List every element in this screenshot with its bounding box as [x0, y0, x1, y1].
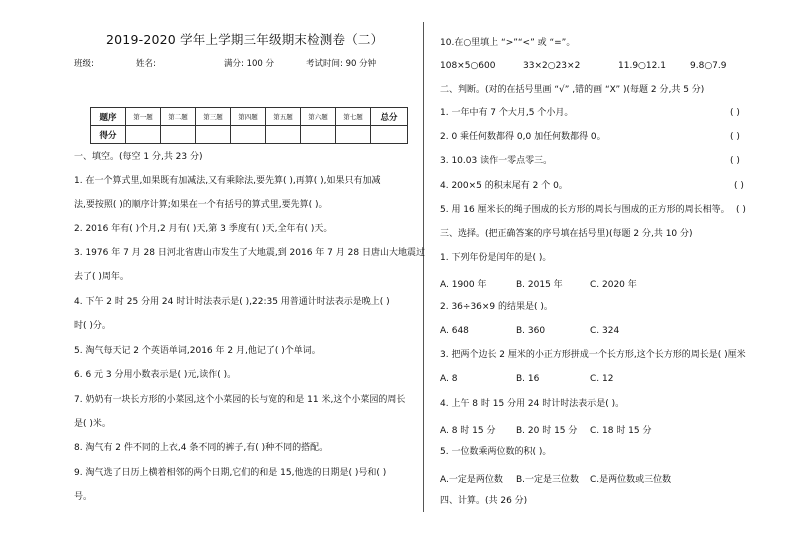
question-1-line-1: 1. 在一个算式里,如果既有加减法,又有乘除法,要先算( ),再算( ),如果只有加减 [74, 176, 381, 186]
section-judge-heading: 二、判断。(对的在括号里画 “√” ,错的画 “X” )(每题 2 分,共 5 分) [440, 85, 705, 95]
question-10: 10.在○里填上 “>”“<” 或 “=”。 [440, 38, 576, 48]
compare-item-b: 33×2○23×2 [523, 61, 581, 71]
compare-item-c: 11.9○12.1 [618, 61, 666, 71]
choice-5-option-b: B.一定是三位数 [516, 475, 580, 485]
choice-3-option-b: B. 16 [516, 374, 540, 384]
score-col-q5: 第五题 [266, 108, 301, 126]
question-5: 5. 淘气每天记 2 个英语单词,2016 年 2 月,他记了( )个单词。 [74, 346, 321, 356]
choice-3-option-a: A. 8 [440, 374, 458, 384]
question-3-line-2: 去了( )周年。 [74, 272, 129, 282]
exam-time: 考试时间: 90 分钟 [306, 59, 377, 69]
score-table-score-row [91, 126, 408, 144]
judge-3-answer[interactable]: ( ) [730, 156, 740, 166]
compare-item-a: 108×5○600 [440, 61, 496, 71]
choice-2-option-c: C. 324 [590, 326, 620, 336]
score-cell[interactable] [231, 126, 266, 144]
question-1-line-2: 法,要按照( )的顺序计算;如果在一个有括号的算式里,要先算( )。 [74, 200, 328, 210]
judge-4: 4. 200×5 的积末尾有 2 个 0。 [440, 181, 568, 191]
full-score: 满分: 100 分 [224, 59, 274, 69]
question-6: 6. 6 元 3 分用小数表示是( )元,读作( )。 [74, 370, 237, 380]
question-3-line-1: 3. 1976 年 7 月 28 日河北省唐山市发生了大地震,到 2016 年 7 月 28 日唐山大地震过 [74, 248, 425, 258]
choice-1-option-a: A. 1900 年 [440, 280, 487, 290]
choice-4-option-b: B. 20 时 15 分 [516, 426, 578, 436]
score-col-q3: 第三题 [196, 108, 231, 126]
judge-2: 2. 0 乘任何数都得 0,0 加任何数都得 0。 [440, 132, 606, 142]
score-col-q4: 第四题 [231, 108, 266, 126]
question-7-line-1: 7. 奶奶有一块长方形的小菜园,这个小菜园的长与宽的和是 11 米,这个小菜园的周长 [74, 395, 406, 405]
section-calc-heading: 四、计算。(共 26 分) [440, 496, 528, 506]
score-table [90, 107, 408, 144]
judge-2-answer[interactable]: ( ) [730, 132, 740, 142]
score-cell[interactable] [336, 126, 371, 144]
choice-1: 1. 下列年份是闰年的是( )。 [440, 253, 552, 263]
choice-5-option-c: C.是两位数或三位数 [590, 475, 672, 485]
choice-3-option-c: C. 12 [590, 374, 614, 384]
question-4-line-2: 时( )分。 [74, 321, 111, 331]
score-col-q1: 第一题 [126, 108, 161, 126]
score-table-header-row [91, 108, 408, 126]
question-8: 8. 淘气有 2 件不同的上衣,4 条不同的裤子,有( )种不同的搭配。 [74, 443, 329, 453]
choice-1-option-b: B. 2015 年 [516, 280, 563, 290]
choice-2-option-b: B. 360 [516, 326, 546, 336]
judge-5: 5. 用 16 厘米长的绳子围成的长方形的周长与围成的正方形的周长相等。 [440, 205, 730, 215]
score-row-header: 得分 [91, 126, 126, 144]
judge-1-answer[interactable]: ( ) [730, 108, 740, 118]
compare-item-d: 9.8○7.9 [690, 61, 727, 71]
choice-5-option-a: A.一定是两位数 [440, 475, 503, 485]
question-9-line-1: 9. 淘气选了日历上横着相邻的两个日期,它们的和是 15,他选的日期是( )号和( ) [74, 468, 387, 478]
choice-3: 3. 把两个边长 2 厘米的小正方形拼成一个长方形,这个长方形的周长是( )厘米 [440, 350, 746, 360]
score-cell[interactable] [266, 126, 301, 144]
choice-4-option-c: C. 18 时 15 分 [590, 426, 652, 436]
score-cell[interactable] [161, 126, 196, 144]
choice-4: 4. 上午 8 时 15 分用 24 时计时法表示是( )。 [440, 399, 625, 409]
score-col-q6: 第六题 [301, 108, 336, 126]
section-fill-blank-heading: 一、填空。(每空 1 分,共 23 分) [74, 152, 203, 162]
question-2: 2. 2016 年有( )个月,2 月有( )天,第 3 季度有( )天,全年有( )天。 [74, 224, 333, 234]
section-choice-heading: 三、选择。(把正确答案的序号填在括号里)(每题 2 分,共 10 分) [440, 229, 693, 239]
choice-2-option-a: A. 648 [440, 326, 469, 336]
judge-3: 3. 10.03 读作一零点零三。 [440, 156, 553, 166]
judge-1: 1. 一年中有 7 个大月,5 个小月。 [440, 108, 574, 118]
question-number-header: 题序 [91, 108, 126, 126]
question-4-line-1: 4. 下午 2 时 25 分用 24 时计时法表示是( ),22:35 用普通计时法表示是晚上( ) [74, 297, 390, 307]
page-title: 2019-2020 学年上学期三年级期末检测卷（二） [106, 32, 384, 47]
choice-4-option-a: A. 8 时 15 分 [440, 426, 496, 436]
score-col-q7: 第七题 [336, 108, 371, 126]
class-label: 班级: [74, 59, 94, 69]
column-divider [423, 22, 424, 512]
score-cell[interactable] [196, 126, 231, 144]
question-7-line-2: 是( )米。 [74, 419, 111, 429]
choice-1-option-c: C. 2020 年 [590, 280, 637, 290]
choice-2: 2. 36÷36×9 的结果是( )。 [440, 302, 553, 312]
name-label: 姓名: [136, 59, 156, 69]
judge-5-answer[interactable]: ( ) [736, 205, 746, 215]
score-cell[interactable] [371, 126, 408, 144]
score-cell[interactable] [301, 126, 336, 144]
choice-5: 5. 一位数乘两位数的积( )。 [440, 447, 552, 457]
score-col-q2: 第二题 [161, 108, 196, 126]
question-9-line-2: 号。 [74, 492, 93, 502]
score-col-total: 总分 [371, 108, 408, 126]
score-cell[interactable] [126, 126, 161, 144]
judge-4-answer[interactable]: ( ) [734, 181, 744, 191]
